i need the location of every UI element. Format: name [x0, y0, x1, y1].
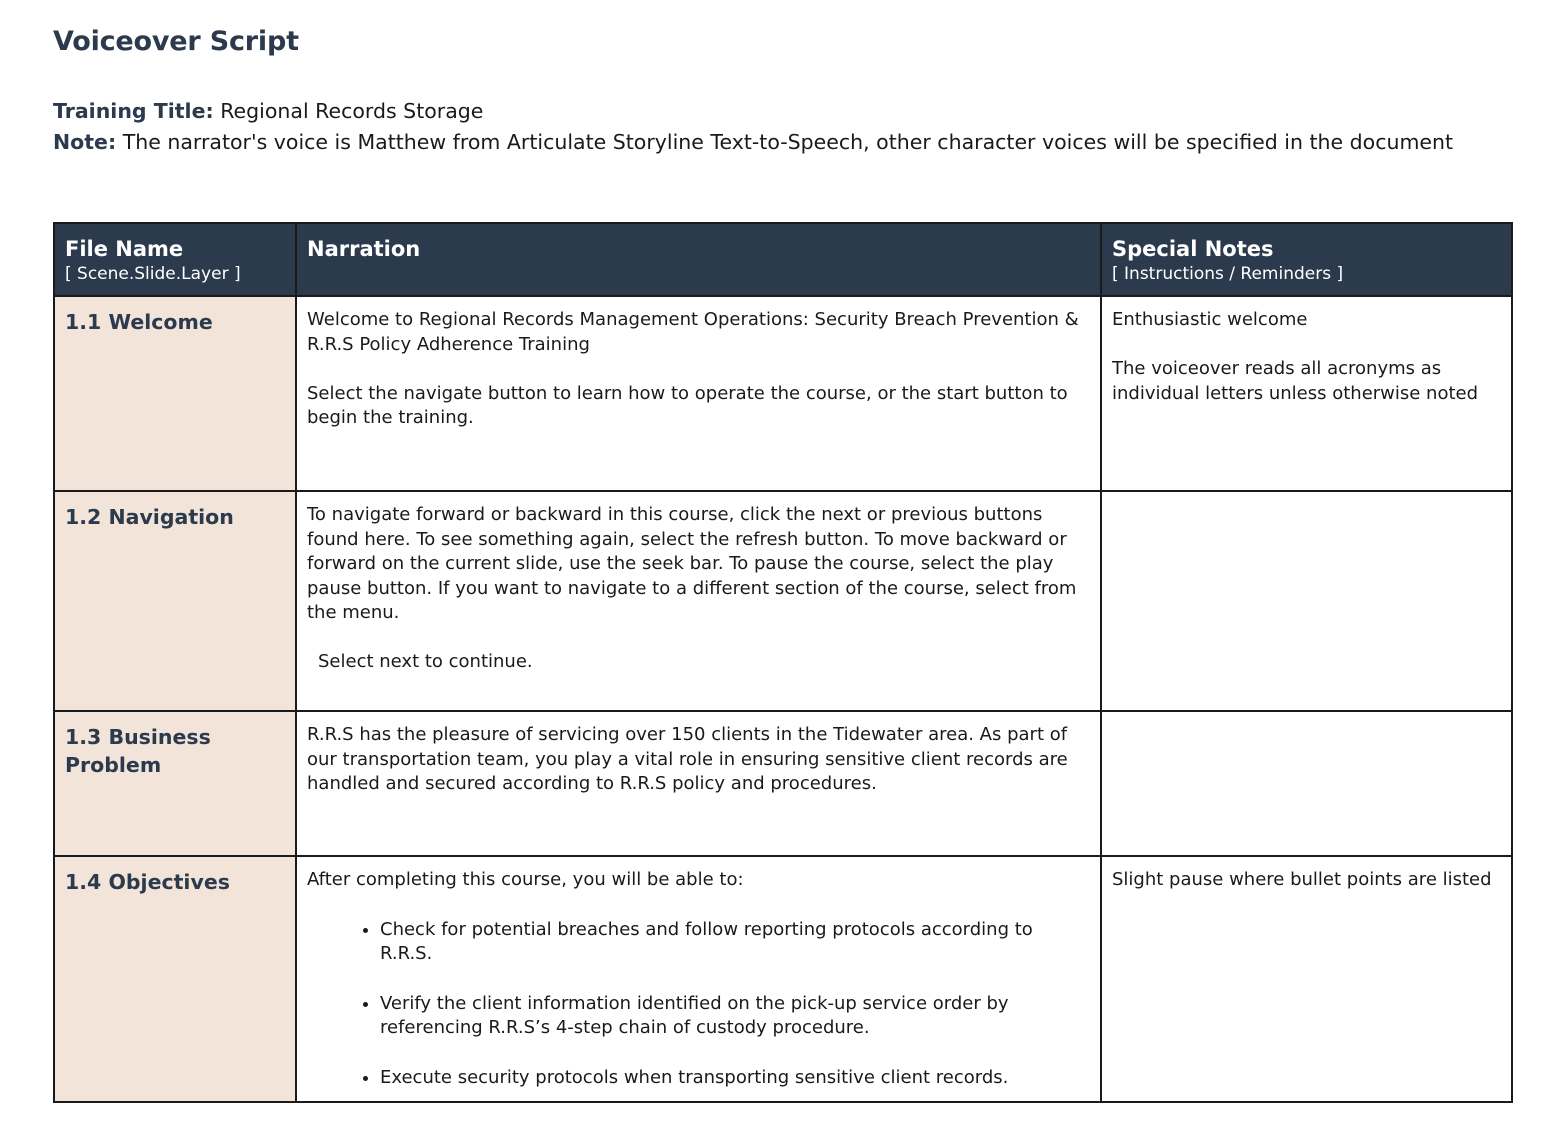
header-special-notes-sub: [ Instructions / Reminders ] — [1112, 264, 1344, 284]
header-file-name-sub: [ Scene.Slide.Layer ] — [65, 264, 241, 284]
header-special-notes — [1101, 223, 1512, 296]
training-title-line — [53, 96, 1473, 127]
notes-paragraph: Slight pause where bullet points are listed — [1112, 869, 1492, 890]
file-name-cell: 1.1 Welcome — [54, 296, 296, 491]
file-name-cell: 1.4 Objectives — [54, 856, 296, 1102]
objectives-list — [307, 918, 1090, 1091]
header-file-name — [54, 223, 296, 296]
voiceover-table — [53, 222, 1513, 1103]
header-narration — [296, 223, 1101, 296]
list-item: • Check for potential breaches and follow reporting protocols according to R.R.S. — [380, 918, 1090, 967]
list-item: • Verify the client information identified on the pick-up service order by referencing R.R.S’s 4-step chain of custody procedure. — [380, 992, 1090, 1041]
page-title: Voiceover Script — [53, 26, 299, 57]
narration-paragraph: Select the navigate button to learn how to operate the course, or the start button to begin the training. — [307, 382, 1068, 428]
narration-cell — [296, 296, 1101, 491]
document-meta — [53, 96, 1473, 158]
notes-cell — [1101, 296, 1512, 491]
table-row — [54, 491, 1512, 711]
note-line — [53, 127, 1473, 158]
table-header-row — [54, 223, 1512, 296]
header-special-notes-label: Special Notes — [1112, 237, 1274, 261]
notes-cell — [1101, 491, 1512, 711]
narration-paragraph: After completing this course, you will be able to: — [307, 869, 744, 890]
notes-paragraph: The voiceover reads all acronyms as individual letters unless otherwise noted — [1112, 358, 1479, 404]
narration-cell — [296, 491, 1101, 711]
narration-paragraph: To navigate forward or backward in this course, click the next or previous buttons found here. To see something again, select the refresh button. To move backward or forward on the current slide, use the seek bar. To pause the course, select the play pause button. If you want to navigate to a different section of the course, select from the menu. — [307, 504, 1077, 623]
narration-paragraph: Welcome to Regional Records Management Operations: Security Breach Prevention & R.R.S Policy Adherence Training — [307, 309, 1079, 355]
file-name-cell: 1.2 Navigation — [54, 491, 296, 711]
header-file-name-label: File Name — [65, 237, 184, 261]
header-narration-label: Narration — [307, 237, 421, 261]
notes-paragraph: Enthusiastic welcome — [1112, 309, 1308, 330]
narration-paragraph: Select next to continue. — [318, 651, 533, 672]
training-title-label: Training Title: — [53, 99, 214, 123]
narration-cell — [296, 856, 1101, 1102]
table-row — [54, 296, 1512, 491]
notes-cell — [1101, 711, 1512, 856]
notes-cell — [1101, 856, 1512, 1102]
narration-paragraph: R.R.S has the pleasure of servicing over 150 clients in the Tidewater area. As part of our transportation team, you play a vital role in ensuring sensitive client records are handled and secured according to R.R.S policy and procedures. — [307, 724, 1068, 794]
list-item: • Execute security protocols when transporting sensitive client records. — [380, 1066, 1090, 1091]
note-value: The narrator's voice is Matthew from Articulate Storyline Text-to-Speech, other character voices will be specified in the document — [122, 130, 1454, 154]
note-label: Note: — [53, 130, 117, 154]
table-row — [54, 711, 1512, 856]
file-name-cell: 1.3 Business Problem — [54, 711, 296, 856]
narration-cell — [296, 711, 1101, 856]
training-title-value: Regional Records Storage — [220, 99, 484, 123]
table-row — [54, 856, 1512, 1102]
